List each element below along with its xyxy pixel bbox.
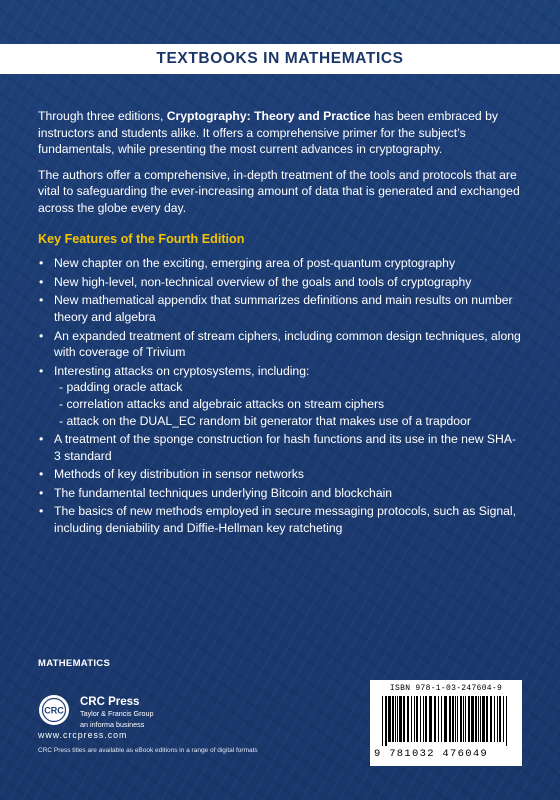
series-banner (0, 44, 560, 74)
barcode-bar (403, 696, 405, 742)
description-paragraph: The authors offer a comprehensive, in-depth treatment of the tools and protocols that are vital to safeguarding the ever-increasing amount of data that is generated and exchanged across the globe every day. (38, 167, 520, 215)
crc-logo-icon (38, 694, 70, 726)
barcode-graphic (382, 696, 510, 746)
publisher-block (80, 697, 154, 730)
blurb (38, 108, 522, 539)
attack-subitem: - attack on the DUAL_EC random bit generator that makes use of a trapdoor (59, 413, 471, 428)
feature-item: • New chapter on the exciting, emerging area of post-quantum cryptography (38, 255, 522, 272)
feature-item: • New mathematical appendix that summarizes definitions and main results on number theory and algebra (38, 292, 522, 325)
isbn-text: ISBN 978-1-03-247604-9 (389, 684, 503, 693)
publisher-tagline: an informa business (80, 720, 145, 729)
feature-item: • Methods of key distribution in sensor networks (38, 466, 522, 483)
barcode-bar (463, 696, 464, 742)
barcode-bar (441, 696, 442, 742)
barcode-digits: 9 781032 476049 (374, 748, 489, 760)
barcode-bar (449, 696, 451, 742)
intro-prefix: Through three editions, (38, 109, 167, 123)
barcode-bar (444, 696, 447, 742)
barcode-bar (506, 696, 507, 746)
barcode-bar (497, 696, 498, 742)
barcode-bar (385, 696, 387, 746)
barcode-bar (399, 696, 402, 742)
feature-item-label: Interesting attacks on cryptosystems, including: (54, 363, 310, 378)
barcode-bar (465, 696, 466, 742)
feature-item-attacks (38, 363, 522, 429)
barcode-bar (480, 696, 481, 742)
attack-sublist (54, 379, 522, 429)
barcode-bar (486, 696, 488, 742)
publisher-name: CRC Press (80, 696, 140, 708)
feature-item: • A treatment of the sponge construction for hash functions and its use in the new SHA-3 standard (38, 431, 522, 464)
barcode-bar (478, 696, 479, 742)
barcode-bar (438, 696, 439, 742)
intro-suffix: has been embraced by instructors and students alike. It offers a comprehensive primer for the subject’s fundamentals, while presenting the most current advances in cryptography. (38, 109, 498, 157)
feature-item: • The basics of new methods employed in secure messaging protocols, such as Signal, including deniability and Diffie-Hellman key ratcheting (38, 503, 522, 536)
barcode-bar (468, 696, 470, 742)
barcode-bar (420, 696, 421, 742)
barcode-bar (411, 696, 412, 742)
barcode-bar (434, 696, 436, 742)
ebook-footnote: CRC Press titles are available as eBook editions in a range of digital formats (38, 747, 258, 754)
barcode-bar (425, 696, 427, 742)
barcode-bar (429, 696, 432, 742)
barcode-bar (455, 696, 456, 742)
logo-text: CRC (44, 705, 64, 716)
attack-subitem: - padding oracle attack (59, 380, 183, 395)
features-heading: Key Features of the Fourth Edition (38, 231, 245, 246)
barcode-bar (460, 696, 462, 742)
barcode-bar (382, 696, 383, 746)
barcode-panel (370, 680, 522, 766)
barcode-bar (494, 696, 495, 742)
barcode-bar (490, 696, 492, 742)
barcode-bar (416, 696, 418, 742)
attack-subitem: - correlation attacks and algebraic attacks on stream ciphers (59, 396, 385, 411)
publisher-group: Taylor & Francis Group (80, 709, 154, 718)
barcode-bar (392, 696, 394, 742)
barcode-bar (388, 696, 391, 742)
barcode-bar (423, 696, 424, 742)
barcode-bar (503, 696, 504, 742)
feature-item: • New high-level, non-technical overview of the goals and tools of cryptography (38, 274, 522, 291)
barcode-bar (471, 696, 474, 742)
barcode-bar (407, 696, 409, 742)
feature-item: • The fundamental techniques underlying Bitcoin and blockchain (38, 485, 522, 502)
barcode-bar (457, 696, 458, 742)
features-list (38, 255, 522, 537)
subject-category: MATHEMATICS (38, 658, 111, 669)
book-title: Cryptography: Theory and Practice (166, 109, 371, 123)
intro-paragraph (38, 108, 522, 158)
barcode-bar (475, 696, 477, 742)
barcode-bar (499, 696, 501, 742)
barcode-bar (414, 696, 415, 742)
barcode-bar (452, 696, 454, 742)
barcode-bar (397, 696, 398, 742)
barcode-bar (482, 696, 485, 742)
publisher-website: www.crcpress.com (38, 730, 128, 740)
series-title: TEXTBOOKS IN MATHEMATICS (156, 50, 404, 67)
barcode-bar (395, 696, 396, 742)
feature-item: • An expanded treatment of stream ciphers, including common design techniques, along with coverage of Trivium (38, 328, 522, 361)
